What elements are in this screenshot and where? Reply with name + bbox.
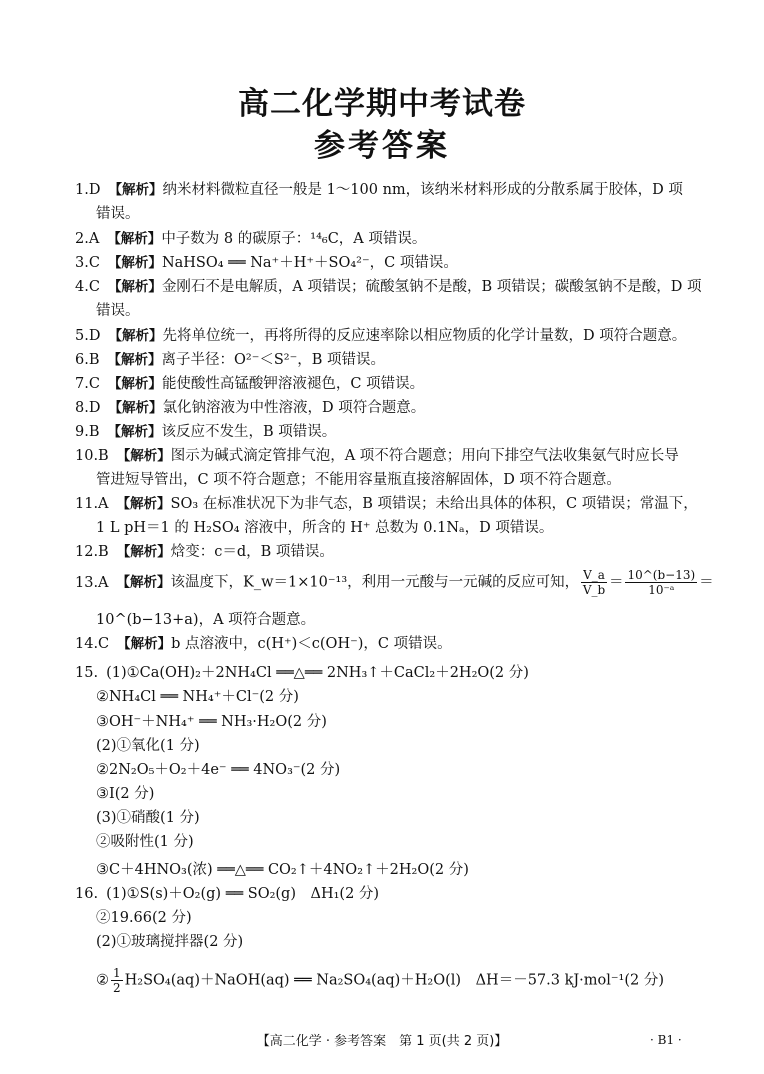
answer-text: 氯化钠溶液为中性溶液，D 项符合题意。 <box>162 400 426 416</box>
equals-sign: ＝ <box>608 574 624 591</box>
answer-line <box>96 470 621 490</box>
answer-line <box>96 966 664 995</box>
page-title: 高二化学期中考试卷 <box>238 86 526 122</box>
answer-text: ③Ⅰ(2 分) <box>96 786 155 802</box>
answer-text: 该温度下，K_w＝1×10⁻¹³，利用一元酸与一元碱的反应可知， <box>170 574 580 591</box>
question-number: 11.A <box>75 496 109 512</box>
answer-line <box>96 784 154 804</box>
answer-line <box>75 663 529 683</box>
fraction-half: $\frac{1}{2}$ <box>113 966 121 995</box>
answer-line <box>96 204 140 224</box>
question-number: 1.D <box>75 182 101 198</box>
question-number: 9.B <box>75 424 100 440</box>
analysis-tag: 【解析】 <box>107 255 162 271</box>
analysis-tag: 【解析】 <box>108 182 163 198</box>
page-footer: 【高二化学 · 参考答案 第 1 页(共 2 页)】 <box>256 1034 508 1049</box>
answer-line <box>96 736 200 756</box>
answer-text: SO₃ 在标准状况下为非气态，B 项错误；未给出具体的体积，C 项错误；常温下， <box>170 496 698 512</box>
answer-line <box>75 884 379 904</box>
answer-text: 能使酸性高锰酸钾溶液褪色，C 项错误。 <box>161 376 425 392</box>
answer-text: ③OH⁻＋NH₄⁺ ══ NH₃·H₂O(2 分) <box>96 714 327 730</box>
answer-text: ②吸附性(1 分) <box>96 834 194 850</box>
answer-text: 焓变：c＝d，B 项错误。 <box>170 544 334 560</box>
answer-text: 该反应不发生，B 项错误。 <box>161 424 337 440</box>
answer-line <box>96 860 469 880</box>
analysis-tag: 【解析】 <box>117 636 172 652</box>
question-number: 16. <box>75 886 99 902</box>
answer-text: 金刚石不是电解质，A 项错误；硫酸氢钠不是酸，B 项错误；碳酸氢钠不是酸，D 项 <box>161 279 702 295</box>
answer-line <box>75 422 336 442</box>
answer-line <box>75 374 424 394</box>
answer-text: (2)①玻璃搅拌器(2 分) <box>96 934 244 950</box>
question-number: 5.D <box>75 328 101 344</box>
answer-text: ③C＋4HNO₃(浓) ══△══ CO₂↑＋4NO₂↑＋2H₂O(2 分) <box>96 862 469 878</box>
page-code: · B1 · <box>650 1033 682 1047</box>
answer-text: ②19.66(2 分) <box>96 910 192 926</box>
analysis-tag: 【解析】 <box>108 328 163 344</box>
answer-line <box>75 494 698 514</box>
answer-line <box>75 568 714 597</box>
fraction-va-vb: $\frac{V\_a}{V\_b}$ <box>582 568 606 597</box>
question-number: 10.B <box>75 448 109 464</box>
question-number: 14.C <box>75 636 110 652</box>
analysis-tag: 【解析】 <box>107 279 162 295</box>
page-subtitle: 参考答案 <box>314 128 450 164</box>
answer-line <box>75 277 702 297</box>
answer-text: 图示为碱式滴定管排气泡，A 项不符合题意；用向下排空气法收集氨气时应长导 <box>170 448 679 464</box>
answer-line <box>96 932 243 952</box>
answer-line <box>96 908 192 928</box>
answer-text: 先将单位统一，再将所得的反应速率除以相应物质的化学计量数，D 项符合题意。 <box>162 328 687 344</box>
answer-line <box>96 301 140 321</box>
question-number: 12.B <box>75 544 109 560</box>
analysis-tag: 【解析】 <box>116 574 171 591</box>
answer-text: 10^(b−13+a)，A 项符合题意。 <box>96 612 316 628</box>
answer-text: NaHSO₄ ══ Na⁺＋H⁺＋SO₄²⁻，C 项错误。 <box>161 255 458 271</box>
analysis-tag: 【解析】 <box>116 496 171 512</box>
answer-text: 1 L pH＝1 的 H₂SO₄ 溶液中，所含的 H⁺ 总数为 0.1Nₐ，D 项错误。 <box>96 520 554 536</box>
answer-line <box>96 832 194 852</box>
answer-text: ②2N₂O₅＋O₂＋4e⁻ ══ 4NO₃⁻(2 分) <box>96 762 341 778</box>
answer-line <box>75 350 385 370</box>
answer-line <box>96 808 200 828</box>
question-number: 7.C <box>75 376 100 392</box>
answer-text: 错误。 <box>96 303 140 319</box>
analysis-tag: 【解析】 <box>107 424 162 440</box>
answer-text: H₂SO₄(aq)＋NaOH(aq) ══ Na₂SO₄(aq)＋H₂O(l) ΔH＝－57.3 kJ·mol⁻¹(2 分) <box>124 972 665 989</box>
answer-line <box>75 446 679 466</box>
answer-line <box>96 760 340 780</box>
answer-text: 管进短导管出，C 项不符合题意；不能用容量瓶直接溶解固体，D 项不符合题意。 <box>96 472 621 488</box>
answer-text: (1)①S(s)＋O₂(g) ══ SO₂(g) ΔH₁(2 分) <box>106 886 380 902</box>
answer-text: 纳米材料微粒直径一般是 1～100 nm，该纳米材料形成的分散系属于胶体，D 项 <box>162 182 683 198</box>
answer-text: (3)①硝酸(1 分) <box>96 810 200 826</box>
analysis-tag: 【解析】 <box>107 231 162 247</box>
equals-sign: ＝ <box>699 574 714 591</box>
fraction-power: $\frac{10\^{}(b-13)}{\text{10⁻ᵃ}}$ <box>627 568 696 597</box>
question-number: 4.C <box>75 279 100 295</box>
analysis-tag: 【解析】 <box>108 400 163 416</box>
answer-line <box>75 542 334 562</box>
answer-text: ②NH₄Cl ══ NH₄⁺＋Cl⁻(2 分) <box>96 689 299 705</box>
answer-line <box>96 687 299 707</box>
answer-text: 中子数为 8 的碳原子：¹⁴₆C，A 项错误。 <box>161 231 427 247</box>
question-number: 6.B <box>75 352 100 368</box>
answer-text: (1)①Ca(OH)₂＋2NH₄Cl ══△══ 2NH₃↑＋CaCl₂＋2H₂O(2 分) <box>106 665 529 681</box>
analysis-tag: 【解析】 <box>107 376 162 392</box>
answer-line <box>96 610 315 630</box>
analysis-tag: 【解析】 <box>116 544 171 560</box>
answer-text: b 点溶液中，c(H⁺)＜c(OH⁻)，C 项错误。 <box>171 636 452 652</box>
analysis-tag: 【解析】 <box>107 352 162 368</box>
answer-line <box>75 229 426 249</box>
question-number: 2.A <box>75 231 100 247</box>
answer-line <box>75 180 683 200</box>
sub-number: ② <box>96 972 109 989</box>
question-number: 8.D <box>75 400 101 416</box>
question-number: 13.A <box>75 574 109 591</box>
question-number: 3.C <box>75 255 100 271</box>
question-number: 15. <box>75 665 99 681</box>
answer-text: (2)①氧化(1 分) <box>96 738 200 754</box>
answer-line <box>75 253 458 273</box>
answer-line <box>96 518 553 538</box>
answer-text: 错误。 <box>96 206 140 222</box>
answer-line <box>75 634 452 654</box>
answer-line <box>75 326 686 346</box>
answer-text: 离子半径：O²⁻＜S²⁻，B 项错误。 <box>161 352 386 368</box>
answer-line <box>75 398 425 418</box>
answer-line <box>96 712 327 732</box>
analysis-tag: 【解析】 <box>116 448 171 464</box>
